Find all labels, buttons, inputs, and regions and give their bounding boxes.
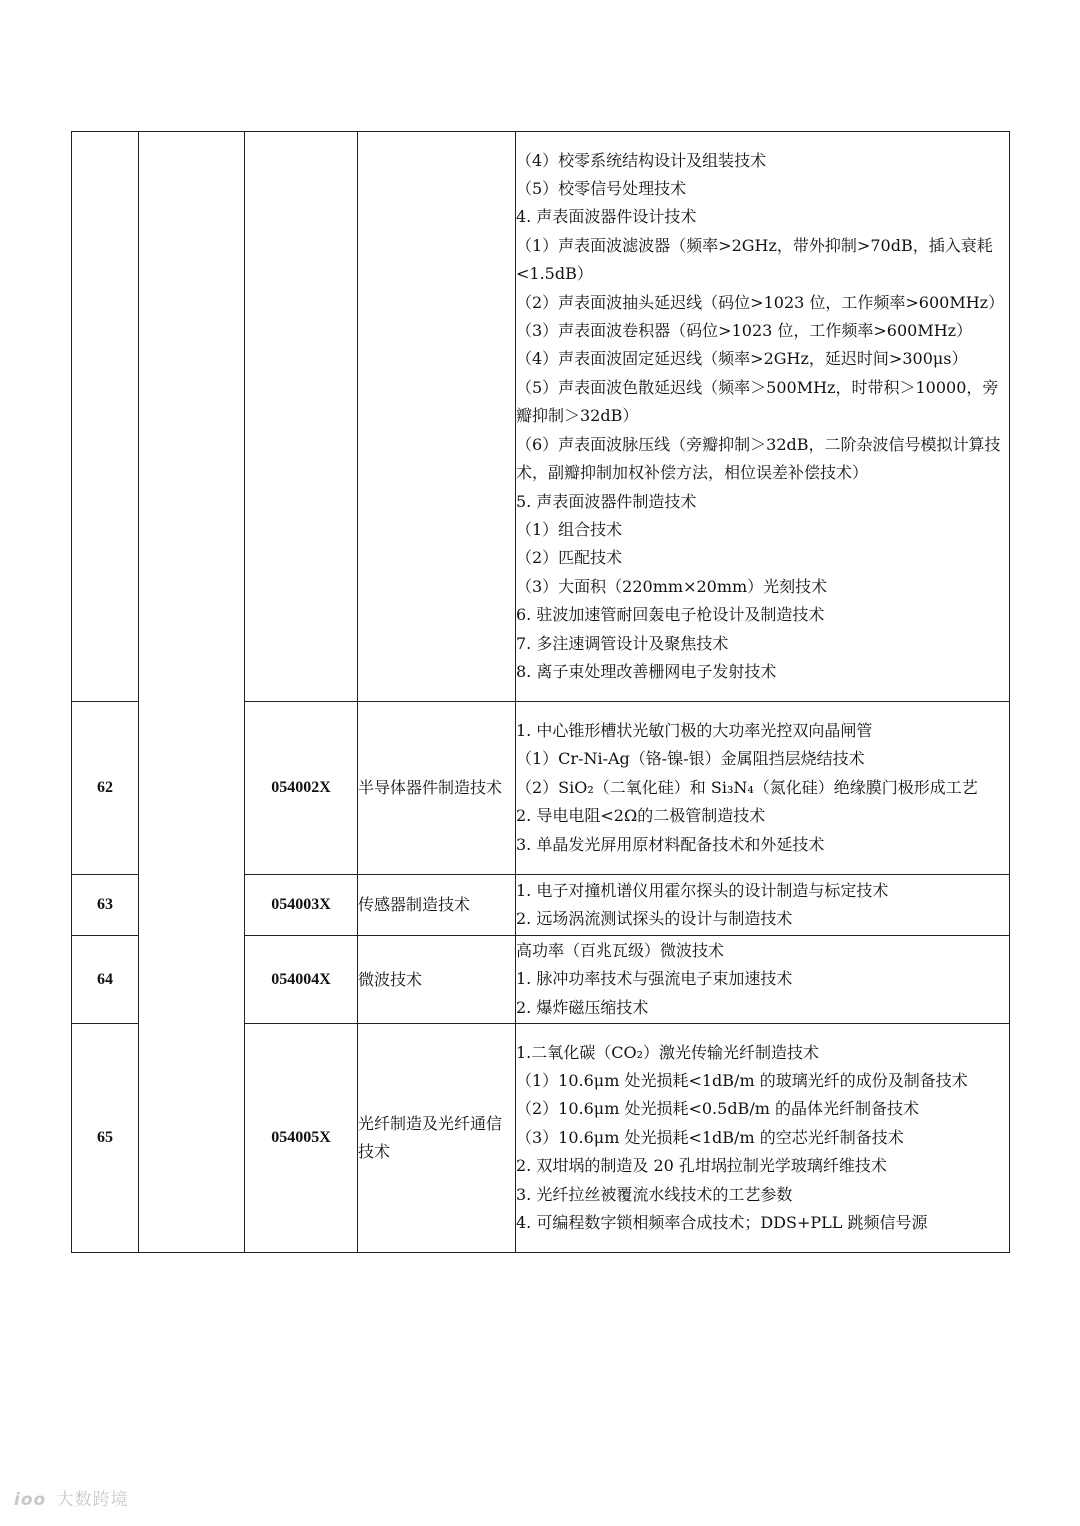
table-row-continued [72,132,1010,702]
content-line: 1. 电子对撞机谱仪用霍尔探头的设计制造与标定技术 [516,880,889,900]
content-line: 8. 离子束处理改善栅网电子发射技术 [516,661,777,681]
content-line: （2）声表面波抽头延迟线（码位>1023 位，工作频率>600MHz） [516,292,1005,312]
content-cell [516,132,1010,702]
row-number: 64 [72,936,139,1024]
content-line: 2. 导电电阻<2Ω的二极管制造技术 [516,806,766,826]
num-cell [72,132,139,702]
content-cell [516,936,1010,1024]
content-line: （1）Cr-Ni-Ag（铬-镍-银）金属阻挡层烧结技术 [516,749,865,769]
row-code: 054003X [245,875,358,936]
row-name: 传感器制造技术 [358,875,516,936]
content-line: 2. 爆炸磁压缩技术 [516,997,649,1017]
row-number: 63 [72,875,139,936]
row-code: 054005X [245,1024,358,1253]
watermark-text: 大数跨境 [56,1490,129,1510]
content-line: （1）组合技术 [516,519,623,539]
content-line: 6. 驻波加速管耐回轰电子枪设计及制造技术 [516,605,825,625]
name-cell [358,132,516,702]
content-line: 2. 双坩埚的制造及 20 孔坩埚拉制光学玻璃纤维技术 [516,1156,887,1176]
content-line: （3）大面积（220mm×20mm）光刻技术 [516,576,828,596]
content-line: （5）校零信号处理技术 [516,179,687,199]
row-number: 62 [72,702,139,875]
content-line: （2）匹配技术 [516,548,623,568]
category-cell-merged [139,132,245,1253]
content-line: 5. 声表面波器件制造技术 [516,491,697,511]
content-line: （2）SiO₂（二氧化硅）和 Si₃N₄（氮化硅）绝缘膜门极形成工艺 [516,777,978,797]
watermark [14,1485,129,1510]
row-name: 微波技术 [358,936,516,1024]
row-code: 054004X [245,936,358,1024]
content-line: 3. 单晶发光屏用原材料配备技术和外延技术 [516,834,825,854]
content-line: 2. 远场涡流测试探头的设计与制造技术 [516,909,793,928]
code-cell [245,132,358,702]
content-line: 高功率（百兆瓦级）微波技术 [516,940,725,960]
content-line: （1）10.6μm 处光损耗<1dB/m 的玻璃光纤的成份及制备技术 [516,1070,968,1090]
content-line: （4）声表面波固定延迟线（频率>2GHz，延迟时间>300μs） [516,349,968,369]
content-line: 1. 中心锥形槽状光敏门极的大功率光控双向晶闸管 [516,720,873,740]
content-line: （3）声表面波卷积器（码位>1023 位，工作频率>600MHz） [516,321,973,341]
content-line: 4. 可编程数字锁相频率合成技术；DDS+PLL 跳频信号源 [516,1213,928,1233]
watermark-logo-icon: ioo [14,1490,47,1510]
content-line: 4. 声表面波器件设计技术 [516,207,697,227]
content-line: 1.二氧化碳（CO₂）激光传输光纤制造技术 [516,1042,820,1062]
tech-table [71,131,1010,1253]
content-line: （5）声表面波色散延迟线（频率＞500MHz，时带积＞10000，旁瓣抑制＞32dB） [516,377,999,426]
content-line: 7. 多注速调管设计及聚焦技术 [516,633,729,653]
row-code: 054002X [245,702,358,875]
row-number: 65 [72,1024,139,1253]
content-line: （6）声表面波脉压线（旁瓣抑制＞32dB，二阶杂波信号模拟计算技术，副瓣抑制加权补偿方法，相位误差补偿技术） [516,434,1001,483]
content-cell [516,702,1010,875]
content-cell [516,875,1010,936]
content-line: （2）10.6μm 处光损耗<0.5dB/m 的晶体光纤制备技术 [516,1099,919,1119]
content-cell [516,1024,1010,1253]
content-line: 3. 光纤拉丝被覆流水线技术的工艺参数 [516,1184,793,1204]
row-name: 光纤制造及光纤通信技术 [358,1024,516,1253]
content-line: 1. 脉冲功率技术与强流电子束加速技术 [516,969,793,989]
content-line: （1）声表面波滤波器（频率>2GHz，带外抑制>70dB，插入衰耗<1.5dB） [516,235,993,284]
content-line: （4）校零系统结构设计及组装技术 [516,150,767,170]
row-name: 半导体器件制造技术 [358,702,516,875]
content-line: （3）10.6μm 处光损耗<1dB/m 的空芯光纤制备技术 [516,1127,904,1147]
